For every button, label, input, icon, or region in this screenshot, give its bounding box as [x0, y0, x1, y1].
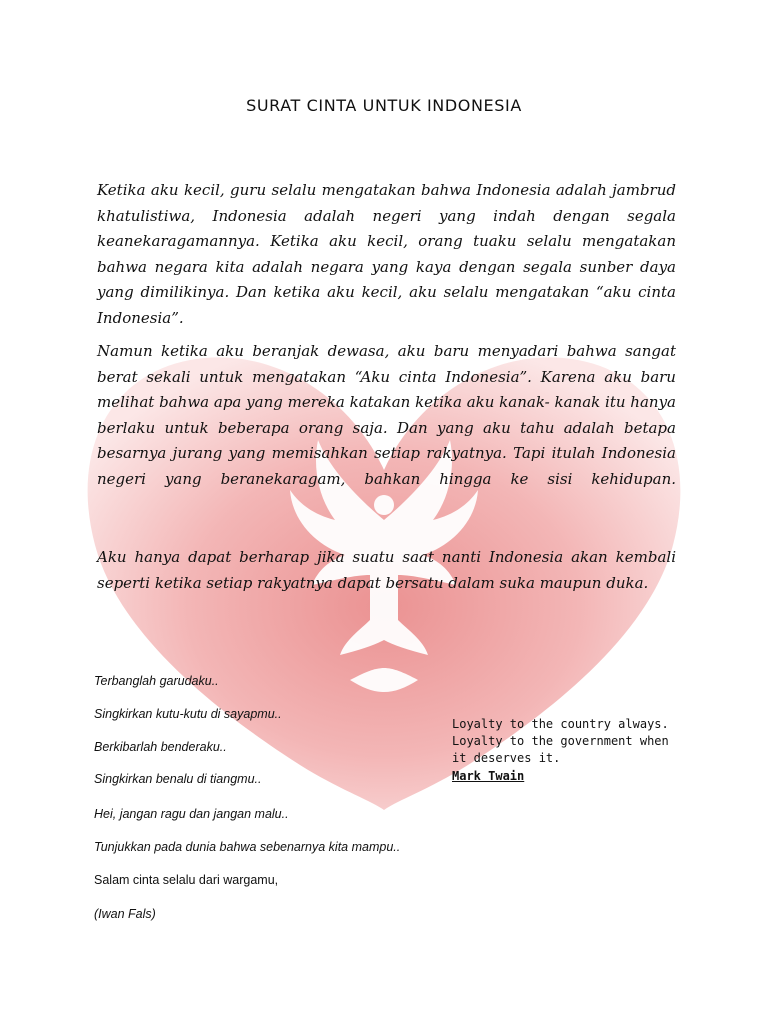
paragraph-1-line-4: mengatakan bahwa negara kita adalah negara yang kaya dengan	[97, 232, 676, 276]
paragraph-1-line-6: mengatakan “aku cinta Indonesia”.	[97, 283, 676, 327]
paragraph-2-line-4: kanak itu hanya berlaku untuk beberapa orang saja. Dan yang aku	[97, 393, 676, 437]
paragraph-2	[97, 339, 676, 493]
paragraph-2-line-2: sangat berat sekali untuk mengatakan “Aku cinta Indonesia”. Karena	[97, 342, 676, 386]
poem-line: Berkibarlah benderaku..	[94, 740, 227, 754]
paragraph-1-line-2: jambrud khatulistiwa, Indonesia adalah negeri yang indah dengan	[97, 181, 676, 225]
poem-signoff: Salam cinta selalu dari wargamu,	[94, 873, 279, 887]
poem-line: Singkirkan benalu di tiangmu..	[94, 772, 262, 786]
poem-line: Hei, jangan ragu dan jangan malu..	[94, 807, 289, 821]
paragraph-3-line-1: Aku hanya dapat berharap jika suatu saat nanti Indonesia akan	[97, 548, 608, 566]
paragraph-2-line-5: tahu adalah betapa besarnya jurang yang memisahkan setiap	[97, 418, 676, 463]
quote-line: Loyalty to the country always.	[452, 717, 669, 731]
paragraph-1-line-5: segala sunber daya yang dimilikinya. Dan ketika aku kecil, aku selalu	[97, 257, 676, 302]
page-title: SURAT CINTA UNTUK INDONESIA	[246, 96, 522, 115]
poem-line: Tunjukkan pada dunia bahwa sebenarnya kita mampu..	[94, 840, 401, 854]
quote-line: Loyalty to the government when	[452, 734, 669, 748]
paragraph-2-line-1: Namun ketika aku beranjak dewasa, aku baru menyadari bahwa	[97, 342, 617, 360]
paragraph-2-line-7: bahkan hingga ke sisi kehidupan.	[364, 469, 676, 488]
quote-author: Mark Twain	[452, 769, 525, 783]
poem-line: Singkirkan kutu-kutu di sayapmu..	[94, 707, 282, 721]
paragraph-2-line-6: rakyatnya. Tapi itulah Indonesia negeri yang beranekaragam,	[97, 444, 676, 488]
paragraph-3	[97, 545, 676, 596]
paragraph-2-line-3: aku baru melihat bahwa apa yang mereka katakan ketika aku kanak-	[97, 367, 676, 412]
paragraph-1-line-3: segala keanekaragamannya. Ketika aku kecil, orang tuaku selalu	[97, 206, 676, 251]
paragraph-1	[97, 178, 676, 332]
paragraph-3-line-2: kembali seperti ketika setiap rakyatnya dapat bersatu dalam suka	[97, 548, 676, 592]
poem-line: Terbanglah garudaku..	[94, 674, 219, 688]
paragraph-3-line-3: maupun duka.	[539, 573, 649, 592]
poem-author: (Iwan Fals)	[94, 907, 156, 921]
paragraph-1-line-1: Ketika aku kecil, guru selalu mengatakan bahwa Indonesia adalah	[97, 181, 607, 199]
quote-box	[452, 716, 712, 785]
quote-line: it deserves it.	[452, 751, 561, 765]
